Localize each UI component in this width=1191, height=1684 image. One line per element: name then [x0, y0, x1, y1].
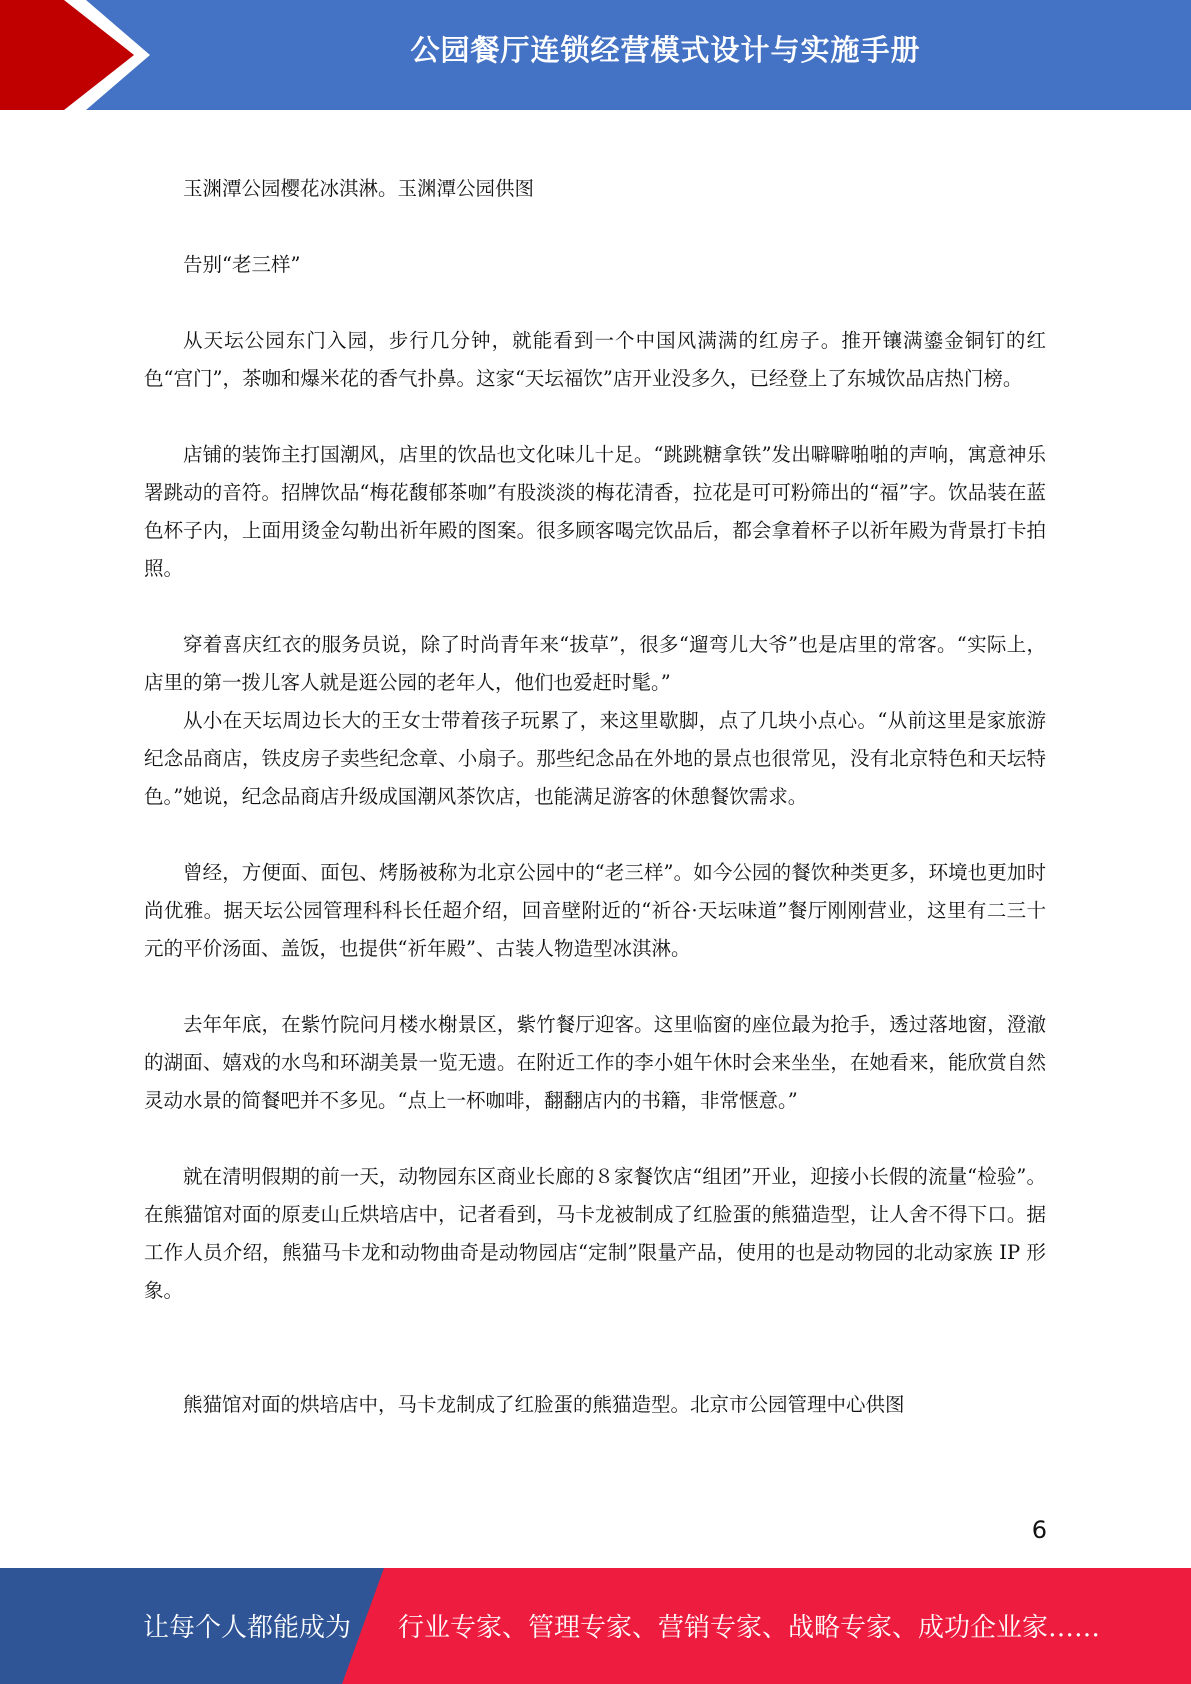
section-heading: 告别“老三样” [183, 253, 301, 276]
page-number: 6 [1031, 1516, 1047, 1544]
article-body [144, 170, 1046, 1424]
header-title: 公园餐厅连锁经营模式设计与实施手册 [410, 33, 921, 67]
paragraph-4: 从小在天坛周边长大的王女士带着孩子玩累了，来这里歇脚，点了几块小点心。“从前这里是家旅游纪念品商店，铁皮房子卖些纪念章、小扇子。那些纪念品在外地的景点也很常见，没有北京特色和天坛特色。”她说，纪念品商店升级成国潮风茶饮店，也能满足游客的休憩餐饮需求。 [144, 709, 1046, 808]
paragraph-2: 店铺的装饰主打国潮风，店里的饮品也文化味儿十足。“跳跳糖拿铁”发出噼噼啪啪的声响，寓意神乐署跳动的音符。招牌饮品“梅花馥郁茶咖”有股淡淡的梅花清香，拉花是可可粉筛出的“福”字。饮品装在蓝色杯子内，上面用烫金勾勒出祈年殿的图案。很多顾客喝完饮品后，都会拿着杯子以祈年殿为背景打卡拍照。 [144, 443, 1046, 580]
footer-slogan-left: 让每个人都能成为 [143, 1613, 352, 1643]
paragraph-7: 就在清明假期的前一天，动物园东区商业长廊的８家餐饮店“组团”开业，迎接小长假的流量“检验”。在熊猫馆对面的原麦山丘烘培店中，记者看到，马卡龙被制成了红脸蛋的熊猫造型，让人舍不得下口。据工作人员介绍，熊猫马卡龙和动物曲奇是动物园店“定制”限量产品，使用的也是动物园的北动家族 IP 形象。 [144, 1165, 1046, 1302]
image-caption-1: 玉渊潭公园樱花冰淇淋。玉渊潭公园供图 [183, 177, 535, 200]
paragraph-1: 从天坛公园东门入园，步行几分钟，就能看到一个中国风满满的红房子。推开镶满鎏金铜钉的红色“宫门”，茶咖和爆米花的香气扑鼻。这家“天坛福饮”店开业没多久，已经登上了东城饮品店热门榜。 [144, 329, 1046, 390]
paragraph-5: 曾经，方便面、面包、烤肠被称为北京公园中的“老三样”。如今公园的餐饮种类更多，环境也更加时尚优雅。据天坛公园管理科科长任超介绍，回音壁附近的“祈谷·天坛味道”餐厅刚刚营业，这里有二三十元的平价汤面、盖饭，也提供“祈年殿”、古装人物造型冰淇淋。 [144, 861, 1046, 960]
footer-slogan-right: 行业专家、管理专家、营销专家、战略专家、成功企业家…… [398, 1613, 1101, 1643]
image-caption-2: 熊猫馆对面的烘培店中，马卡龙制成了红脸蛋的熊猫造型。北京市公园管理中心供图 [183, 1393, 905, 1416]
paragraph-6: 去年年底，在紫竹院问月楼水榭景区，紫竹餐厅迎客。这里临窗的座位最为抢手，透过落地窗，澄澈的湖面、嬉戏的水鸟和环湖美景一览无遗。在附近工作的李小姐午休时会来坐坐，在她看来，能欣赏自然灵动水景的简餐吧并不多见。“点上一杯咖啡，翻翻店内的书籍，非常惬意。” [144, 1013, 1046, 1112]
paragraph-3: 穿着喜庆红衣的服务员说，除了时尚青年来“拔草”，很多“遛弯儿大爷”也是店里的常客。“实际上，店里的第一拨儿客人就是逛公园的老年人，他们也爱赶时髦。” [144, 633, 1046, 694]
